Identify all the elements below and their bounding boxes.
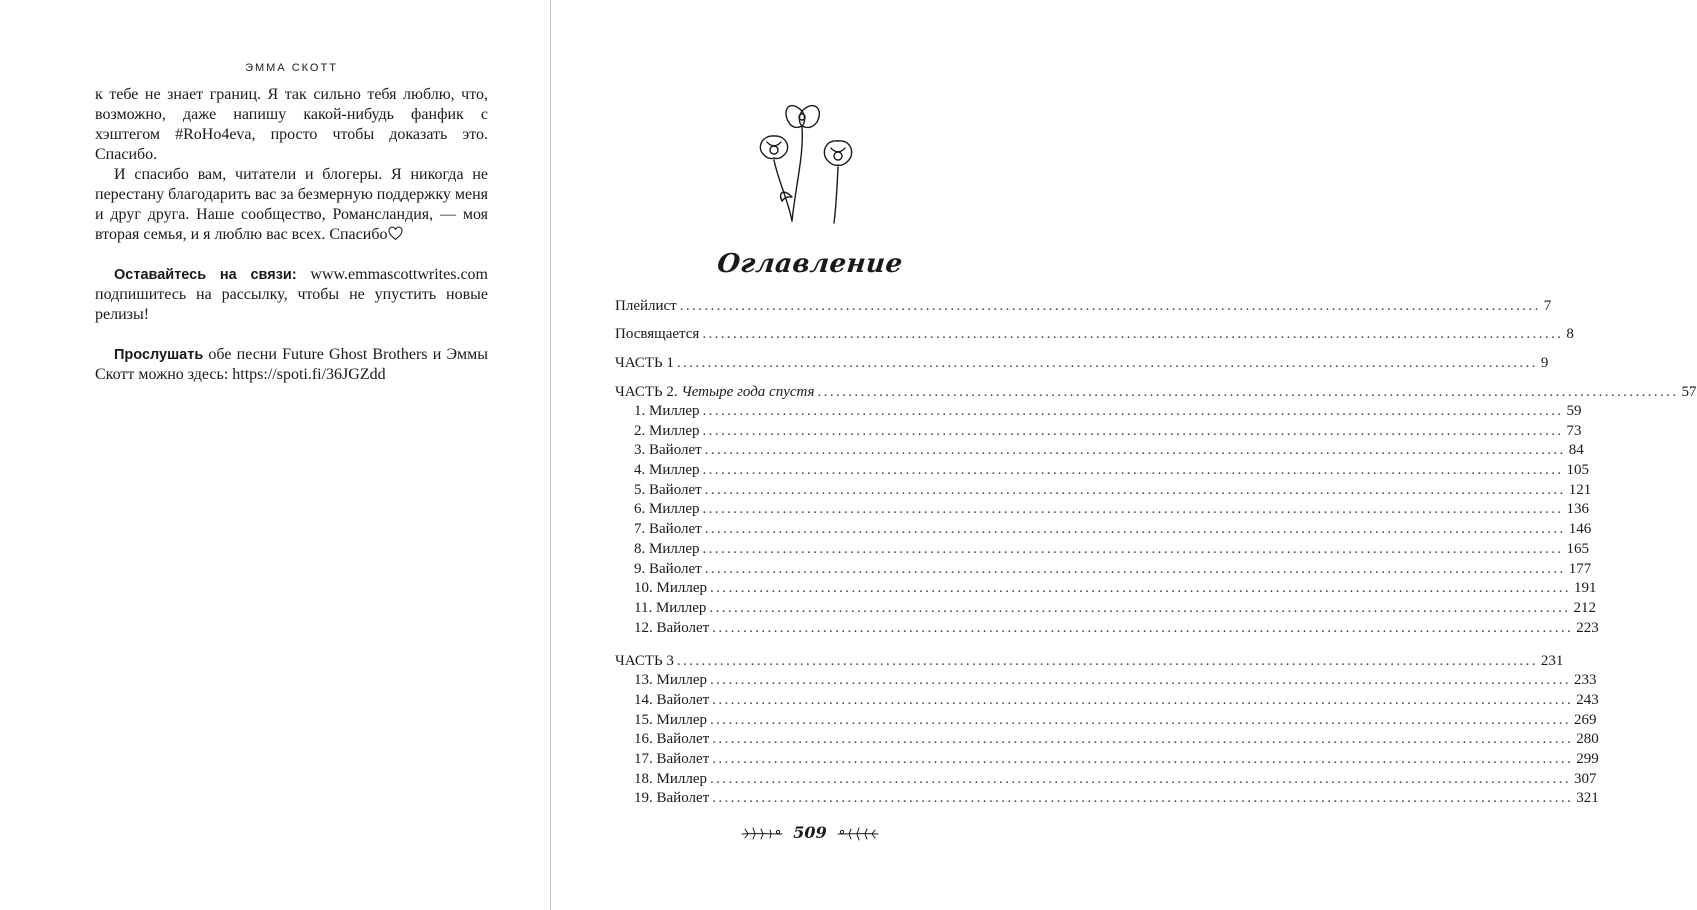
toc-row: 9. Вайолет ............................................................................................................................................ 177 xyxy=(615,560,1008,580)
toc-label: Плейлист xyxy=(615,298,677,314)
heart-outline-icon xyxy=(388,227,403,240)
toc-page: 223 xyxy=(1576,619,1599,636)
toc-label: 6. Миллер xyxy=(634,501,700,518)
toc-page: 59 xyxy=(1566,403,1582,419)
toc-page: 280 xyxy=(1576,731,1599,748)
toc-row: 7. Вайолет ............................................................................................................................................ 146 xyxy=(615,520,1008,540)
toc-page: 146 xyxy=(1568,521,1592,538)
toc-row: Плейлист ............................................................................................................................................ 7 xyxy=(615,298,1552,314)
toc-page: 7 xyxy=(1543,298,1552,314)
page-footer xyxy=(740,822,880,846)
toc-label: 11. Миллер xyxy=(634,599,707,616)
toc-row: 14. Вайолет ............................................................................................................................................ 243 xyxy=(615,691,1008,711)
toc-label: 14. Вайолет xyxy=(634,691,710,708)
acknowledgements-text xyxy=(95,85,488,385)
toc-label: ЧАСТЬ 1 xyxy=(615,355,674,371)
toc-label: 10. Миллер xyxy=(634,580,707,597)
toc-label: 9. Вайолет xyxy=(634,560,702,577)
toc-page: 136 xyxy=(1566,501,1589,518)
toc-label: 1. Миллер xyxy=(634,403,700,419)
stay-in-touch-paragraph xyxy=(95,265,488,325)
toc-row: 1. Миллер ............................................................................................................................................ 59 xyxy=(615,402,1008,422)
toc-page: 321 xyxy=(1576,790,1599,807)
toc-label: 3. Вайолет xyxy=(634,442,702,459)
listen-text: обе песни Future Ghost Brothers и Эммы Скотт можно здесь: https://spoti.fi/36JGZdd xyxy=(95,346,488,383)
toc-page: 73 xyxy=(1566,422,1582,439)
toc-page: 231 xyxy=(1540,653,1564,670)
toc-page: 57 xyxy=(1681,384,1697,400)
toc-label: 4. Миллер xyxy=(634,462,700,479)
toc-row: 18. Миллер ............................................................................................................................................ 307 xyxy=(615,770,1008,790)
toc-label: 17. Вайолет xyxy=(634,751,710,767)
toc-label: 2. Миллер xyxy=(634,422,700,439)
running-head: ЭММА СКОТТ xyxy=(245,62,338,74)
toc-page: 191 xyxy=(1574,580,1597,597)
toc-page: 8 xyxy=(1566,326,1574,342)
toc-label: 16. Вайолет xyxy=(634,731,710,748)
toc-page: 233 xyxy=(1574,672,1597,689)
gutter-divider xyxy=(550,0,551,910)
toc-row: 3. Вайолет ............................................................................................................................................ 84 xyxy=(615,441,1008,461)
listen-paragraph xyxy=(95,345,488,385)
toc-row: ЧАСТЬ 1 ............................................................................................................................................ 9 xyxy=(615,355,1549,371)
toc-label: 18. Миллер xyxy=(634,770,707,787)
stay-in-touch-text: www.emmascottwrites.com подпишитесь на рассылку, чтобы не упустить новые релизы! xyxy=(95,266,488,323)
toc-row: Посвящается ............................................................................................................................................ 8 xyxy=(615,326,1574,342)
toc-label: 7. Вайолет xyxy=(634,521,702,538)
toc-label xyxy=(615,382,815,402)
page-number: 509 xyxy=(793,823,827,842)
paragraph-2-text: И спасибо вам, читатели и блогеры. Я никогда не перестану благодарить вас за безмерную поддержку меня и друг друга. Наше сообщество, Романсландия, — моя вторая семья, и я люблю вас всех. Спасибо xyxy=(95,166,489,243)
toc-row: 11. Миллер ............................................................................................................................................ 212 xyxy=(615,599,1008,619)
toc-title: Оглавление xyxy=(715,249,905,279)
toc-row: 2. Миллер ............................................................................................................................................ 73 xyxy=(615,422,1008,442)
listen-label: Прослушать xyxy=(114,347,204,363)
toc-page: 105 xyxy=(1566,462,1589,479)
paragraph-1: к тебе не знает границ. Я так сильно тебя люблю, что, возможно, даже напишу какой-нибудь фанфик с хэштегом #RoHo4eva, просто чтобы доказать это. Спасибо. xyxy=(95,86,488,163)
stay-in-touch-label: Оставайтесь на связи: xyxy=(114,267,297,283)
toc-row: 13. Миллер ............................................................................................................................................ 233 xyxy=(615,671,1008,691)
toc-row: ЧАСТЬ 2. Четыре года спустя ............................................................................................................................................ 57 xyxy=(615,384,1697,400)
toc-page: 212 xyxy=(1573,599,1596,616)
toc-row: 4. Миллер ............................................................................................................................................ 105 xyxy=(615,461,1008,481)
toc-label: ЧАСТЬ 3 xyxy=(615,653,674,670)
toc-part-label: ЧАСТЬ 2. xyxy=(615,384,678,400)
poppy-flowers-illustration xyxy=(752,95,868,227)
toc-label: 5. Вайолет xyxy=(634,481,702,498)
toc-label: 13. Миллер xyxy=(634,672,707,689)
toc-label: 15. Миллер xyxy=(634,711,707,728)
toc-label: 12. Вайолет xyxy=(634,619,710,636)
toc-row: 12. Вайолет ............................................................................................................................................ 223 xyxy=(615,619,1008,639)
toc-row: 6. Миллер ............................................................................................................................................ 136 xyxy=(615,500,1008,520)
toc-page: 121 xyxy=(1568,481,1592,498)
toc-row: 19. Вайолет ............................................................................................................................................ 321 xyxy=(615,789,1008,809)
toc-row: ЧАСТЬ 3 ............................................................................................................................................ 231 xyxy=(615,653,1564,670)
toc-page: 9 xyxy=(1540,355,1549,371)
toc-page: 299 xyxy=(1576,751,1599,767)
toc-label: 8. Миллер xyxy=(634,540,700,557)
toc-row: 5. Вайолет ............................................................................................................................................ 121 xyxy=(615,481,1008,501)
toc-row: 10. Миллер ............................................................................................................................................ 191 xyxy=(615,579,1008,599)
toc-page: 307 xyxy=(1574,770,1597,787)
toc-row: 15. Миллер ............................................................................................................................................ 269 xyxy=(615,711,1008,731)
toc-page: 165 xyxy=(1566,540,1589,557)
toc-row: 8. Миллер ............................................................................................................................................ 165 xyxy=(615,540,1008,560)
toc-label: Посвящается xyxy=(615,326,700,342)
toc-page: 84 xyxy=(1568,442,1584,459)
leaf-sprig-ornament xyxy=(836,824,880,844)
toc-page: 243 xyxy=(1576,691,1599,708)
toc-row: 17. Вайолет ............................................................................................................................................ 299 xyxy=(615,750,1008,770)
table-of-contents xyxy=(615,296,1697,809)
toc-page: 177 xyxy=(1568,560,1592,577)
paragraph-2 xyxy=(95,165,488,245)
toc-part-subtitle: Четыре года спустя xyxy=(681,384,815,400)
toc-label: 19. Вайолет xyxy=(634,790,710,807)
toc-page: 269 xyxy=(1574,711,1597,728)
toc-row: 16. Вайолет ............................................................................................................................................ 280 xyxy=(615,730,1008,750)
